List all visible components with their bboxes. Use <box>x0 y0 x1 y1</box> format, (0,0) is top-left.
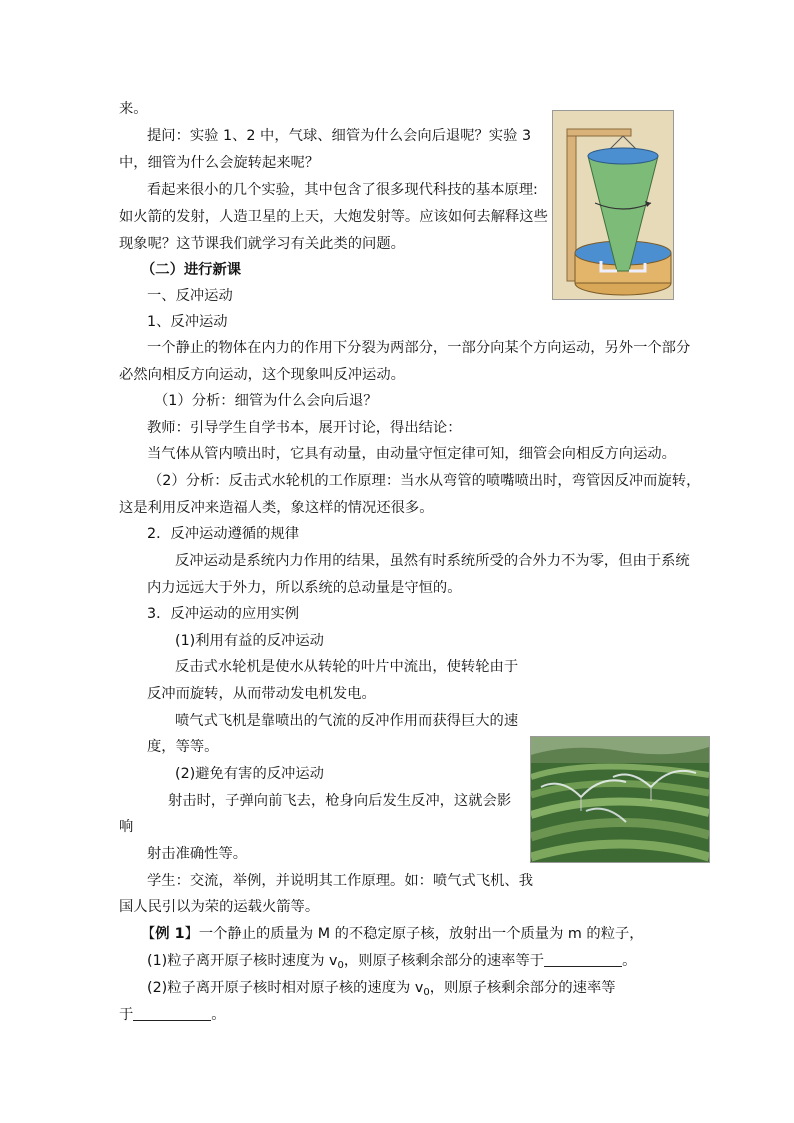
text-line: （2）分析：反击式水轮机的工作原理：当水从弯管的喷嘴喷出时，弯管因反冲而旋转， <box>148 473 701 489</box>
text-line: 喷气式飞机是靠喷出的气流的反冲作用而获得巨大的速 <box>175 713 519 729</box>
example-question-1 <box>147 951 636 976</box>
text-line: 内力远远大于外力，所以系统的总动量是守恒的。 <box>147 580 462 596</box>
text-line: 射击时，子弹向前飞去，枪身向后发生反冲，这就会影 <box>168 793 512 809</box>
example-label: 例 1 <box>155 926 185 942</box>
text-line: 一个静止的物体在内力的作用下分裂为两部分，一部分向某个方向运动，另外一个部分 <box>147 340 691 356</box>
answer-blank[interactable] <box>133 1006 211 1021</box>
subsection-heading: 1、反冲运动 <box>147 314 228 330</box>
turbine-figure <box>552 110 674 300</box>
text-line: 反冲而旋转，从而带动发电机发电。 <box>147 686 376 702</box>
text-line: 看起来很小的几个实验，其中包含了很多现代科技的基本原理: <box>147 182 538 198</box>
text-line: 这是利用反冲来造福人类，象这样的情况还很多。 <box>119 500 434 516</box>
turbine-illustration <box>553 111 673 299</box>
section-heading: （二）进行新课 <box>141 262 242 278</box>
question-text: (2)粒子离开原子核时相对原子核的速度为 v <box>147 980 424 996</box>
question-text: 于 <box>119 1007 134 1023</box>
text-line: 现象呢？这节课我们就学习有关此类的问题。 <box>119 236 405 252</box>
subscript: 0 <box>423 987 430 998</box>
example-question-2-cont <box>119 1005 226 1025</box>
text-line: 反击式水轮机是使水从转轮的叶片中流出，使转轮由于 <box>175 659 519 675</box>
text-line: 响 <box>119 819 134 835</box>
subsection-heading: 一、反冲运动 <box>147 288 233 304</box>
text-line: 当气体从管内喷出时，它具有动量，由动量守恒定律可知，细管会向相反方向运动。 <box>147 446 676 462</box>
text-line: 提问：实验 1、2 中，气球、细管为什么会向后退呢？实验 3 <box>147 128 532 144</box>
answer-blank[interactable] <box>544 952 622 967</box>
text-line: 中，细管为什么会旋转起来呢？ <box>119 155 320 171</box>
text-line: (2)避免有害的反冲运动 <box>175 766 324 782</box>
text-line: 如火箭的发射，人造卫星的上天，大炮发射等。应该如何去解释这些 <box>119 209 548 225</box>
question-end: 。 <box>622 953 637 969</box>
text-line: 度，等等。 <box>147 739 219 755</box>
question-text: ，则原子核剩余部分的速率等于 <box>343 953 545 969</box>
example-stem-line <box>141 924 644 944</box>
sprinkler-figure <box>530 736 710 863</box>
text-line: 国人民引以为荣的运载火箭等。 <box>119 899 320 915</box>
example-stem: 一个静止的质量为 M 的不稳定原子核，放射出一个质量为 m 的粒子， <box>198 926 644 942</box>
example-bracket-close: 】 <box>184 926 199 942</box>
text-line: 教师：引导学生自学书本，展开讨论，得出结论： <box>147 420 462 436</box>
sprinkler-photo <box>531 737 709 862</box>
example-question-2 <box>147 978 616 1003</box>
question-text: ，则原子核剩余部分的速率等 <box>429 980 616 996</box>
subsection-heading: 2．反冲运动遵循的规律 <box>147 526 300 542</box>
text-line: 学生：交流，举例，并说明其工作原理。如：喷气式飞机、我 <box>147 873 534 889</box>
question-end: 。 <box>211 1007 226 1023</box>
text-line: 反冲运动是系统内力作用的结果，虽然有时系统所受的合外力不为零，但由于系统 <box>175 553 690 569</box>
text-line: 射击准确性等。 <box>147 846 248 862</box>
text-line: 必然向相反方向运动，这个现象叫反冲运动。 <box>119 367 405 383</box>
text-line: （1）分析：细管为什么会向后退？ <box>154 393 378 409</box>
example-bracket-open: 【 <box>141 926 156 942</box>
subsection-heading: 3．反冲运动的应用实例 <box>147 606 300 622</box>
text-line: (1)利用有益的反冲运动 <box>175 633 324 649</box>
text-line: 来。 <box>119 101 148 117</box>
question-text: (1)粒子离开原子核时速度为 v <box>147 953 338 969</box>
subscript: 0 <box>337 960 344 971</box>
